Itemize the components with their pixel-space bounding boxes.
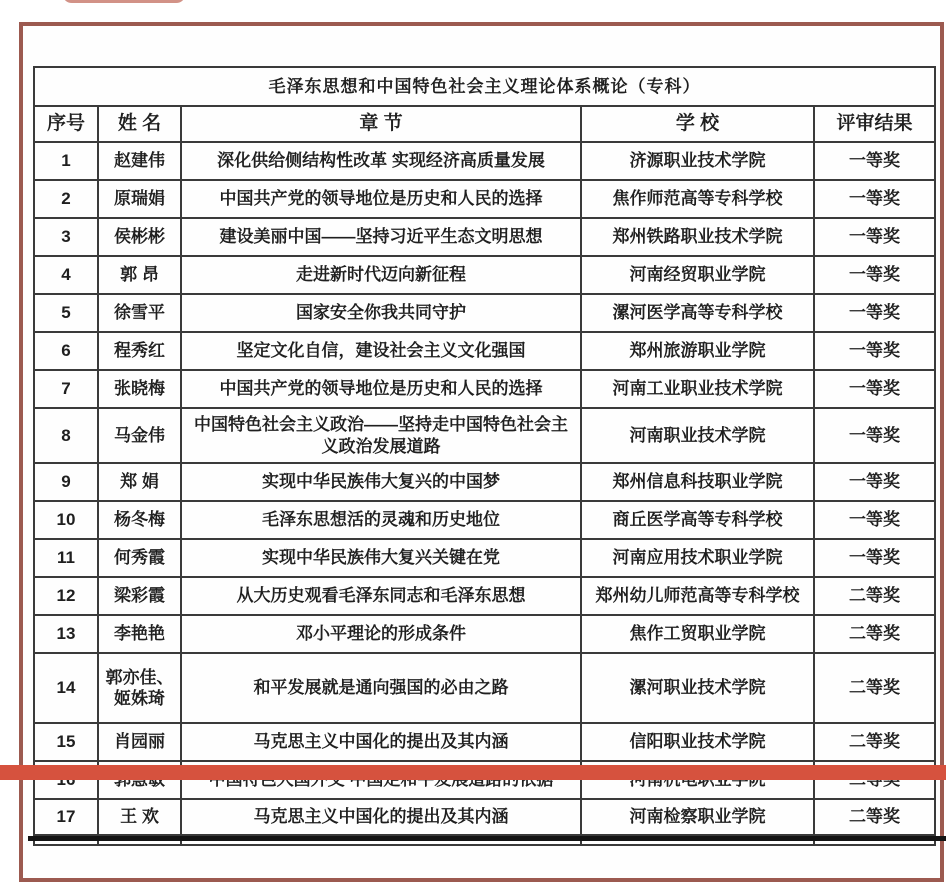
cell-chapter: 实现中华民族伟大复兴关键在党 xyxy=(181,539,581,577)
cell-school: 漯河职业技术学院 xyxy=(581,653,814,723)
table-row xyxy=(34,501,935,539)
cell-no: 12 xyxy=(34,577,98,615)
cell-school: 河南经贸职业学院 xyxy=(581,256,814,294)
table-row xyxy=(34,408,935,463)
cell-result: 一等奖 xyxy=(814,501,935,539)
cell-school: 焦作师范高等专科学校 xyxy=(581,180,814,218)
cell-school: 郑州旅游职业学院 xyxy=(581,332,814,370)
table-row xyxy=(34,463,935,501)
cell-school: 河南工业职业技术学院 xyxy=(581,370,814,408)
results-table xyxy=(33,66,936,846)
cell-name: 郭 昂 xyxy=(98,256,181,294)
cell-result: 一等奖 xyxy=(814,408,935,463)
cell-name: 杨冬梅 xyxy=(98,501,181,539)
cell-chapter: 毛泽东思想活的灵魂和历史地位 xyxy=(181,501,581,539)
cell-no: 7 xyxy=(34,370,98,408)
cell-result: 一等奖 xyxy=(814,180,935,218)
cell-no: 9 xyxy=(34,463,98,501)
cell-result: 一等奖 xyxy=(814,370,935,408)
cell-no: 4 xyxy=(34,256,98,294)
header-result: 评审结果 xyxy=(814,106,935,142)
cell-name: 侯彬彬 xyxy=(98,218,181,256)
cell-chapter: 坚定文化自信，建设社会主义文化强国 xyxy=(181,332,581,370)
cell-name: 原瑞娟 xyxy=(98,180,181,218)
header-chapter: 章 节 xyxy=(181,106,581,142)
cell-chapter: 国家安全你我共同守护 xyxy=(181,294,581,332)
cell-name: 张晓梅 xyxy=(98,370,181,408)
cell-no: 10 xyxy=(34,501,98,539)
red-highlight-bar xyxy=(0,765,946,780)
cell-name: 李艳艳 xyxy=(98,615,181,653)
cell-chapter: 和平发展就是通向强国的必由之路 xyxy=(181,653,581,723)
cell-no: 8 xyxy=(34,408,98,463)
cell-result: 二等奖 xyxy=(814,653,935,723)
cell-school: 郑州信息科技职业学院 xyxy=(581,463,814,501)
cell-name: 肖园丽 xyxy=(98,723,181,761)
cell-school: 郑州幼儿师范高等专科学校 xyxy=(581,577,814,615)
table-row xyxy=(34,615,935,653)
table-row xyxy=(34,142,935,180)
table-row xyxy=(34,723,935,761)
table-row xyxy=(34,799,935,835)
cell-chapter: 邓小平理论的形成条件 xyxy=(181,615,581,653)
cell-no: 3 xyxy=(34,218,98,256)
cell-chapter: 马克思主义中国化的提出及其内涵 xyxy=(181,723,581,761)
table-row xyxy=(34,332,935,370)
cell-result: 二等奖 xyxy=(814,577,935,615)
cell-chapter: 中国共产党的领导地位是历史和人民的选择 xyxy=(181,370,581,408)
table-title: 毛泽东思想和中国特色社会主义理论体系概论（专科） xyxy=(34,67,935,106)
cell-school: 河南职业技术学院 xyxy=(581,408,814,463)
cell-no: 14 xyxy=(34,653,98,723)
cell-no: 17 xyxy=(34,799,98,835)
table-row xyxy=(34,577,935,615)
cell-school: 漯河医学高等专科学校 xyxy=(581,294,814,332)
cell-result: 一等奖 xyxy=(814,539,935,577)
cell-school: 济源职业技术学院 xyxy=(581,142,814,180)
cell-school: 商丘医学高等专科学校 xyxy=(581,501,814,539)
cell-chapter: 深化供给侧结构性改革 实现经济高质量发展 xyxy=(181,142,581,180)
cell-school: 信阳职业技术学院 xyxy=(581,723,814,761)
cell-no: 2 xyxy=(34,180,98,218)
cell-name: 郭亦佳、姬姝琦 xyxy=(98,653,181,723)
cell-name: 徐雪平 xyxy=(98,294,181,332)
cell-no: 11 xyxy=(34,539,98,577)
red-annotation-fragment xyxy=(62,0,186,3)
cell-chapter: 马克思主义中国化的提出及其内涵 xyxy=(181,799,581,835)
cell-chapter: 从大历史观看毛泽东同志和毛泽东思想 xyxy=(181,577,581,615)
cell-result: 一等奖 xyxy=(814,332,935,370)
cell-chapter: 实现中华民族伟大复兴的中国梦 xyxy=(181,463,581,501)
table-row xyxy=(34,256,935,294)
cell-result: 一等奖 xyxy=(814,218,935,256)
table-row xyxy=(34,294,935,332)
table-row xyxy=(34,180,935,218)
header-school: 学 校 xyxy=(581,106,814,142)
cell-chapter: 建设美丽中国——坚持习近平生态文明思想 xyxy=(181,218,581,256)
table-header-row xyxy=(34,106,935,142)
cell-name: 何秀霞 xyxy=(98,539,181,577)
table-row xyxy=(34,370,935,408)
cell-name: 马金伟 xyxy=(98,408,181,463)
cell-no: 1 xyxy=(34,142,98,180)
table-row xyxy=(34,218,935,256)
table-row xyxy=(34,653,935,723)
cell-name: 王 欢 xyxy=(98,799,181,835)
cell-name: 赵建伟 xyxy=(98,142,181,180)
cell-result: 二等奖 xyxy=(814,799,935,835)
bottom-dark-band xyxy=(28,836,946,841)
cell-name: 郑 娟 xyxy=(98,463,181,501)
header-no: 序号 xyxy=(34,106,98,142)
cell-no: 5 xyxy=(34,294,98,332)
table-title-row xyxy=(34,67,935,106)
cell-result: 一等奖 xyxy=(814,142,935,180)
cell-name: 梁彩霞 xyxy=(98,577,181,615)
cell-school: 河南检察职业学院 xyxy=(581,799,814,835)
cell-chapter: 走进新时代迈向新征程 xyxy=(181,256,581,294)
cell-result: 二等奖 xyxy=(814,615,935,653)
cell-result: 一等奖 xyxy=(814,256,935,294)
cell-chapter: 中国特色社会主义政治——坚持走中国特色社会主义政治发展道路 xyxy=(181,408,581,463)
cell-no: 6 xyxy=(34,332,98,370)
cell-school: 郑州铁路职业技术学院 xyxy=(581,218,814,256)
cell-result: 一等奖 xyxy=(814,294,935,332)
table-row xyxy=(34,539,935,577)
cell-no: 13 xyxy=(34,615,98,653)
cell-no: 15 xyxy=(34,723,98,761)
cell-school: 焦作工贸职业学院 xyxy=(581,615,814,653)
cell-name: 程秀红 xyxy=(98,332,181,370)
cell-chapter: 中国共产党的领导地位是历史和人民的选择 xyxy=(181,180,581,218)
header-name: 姓 名 xyxy=(98,106,181,142)
cell-school: 河南应用技术职业学院 xyxy=(581,539,814,577)
cell-result: 一等奖 xyxy=(814,463,935,501)
cell-result: 二等奖 xyxy=(814,723,935,761)
